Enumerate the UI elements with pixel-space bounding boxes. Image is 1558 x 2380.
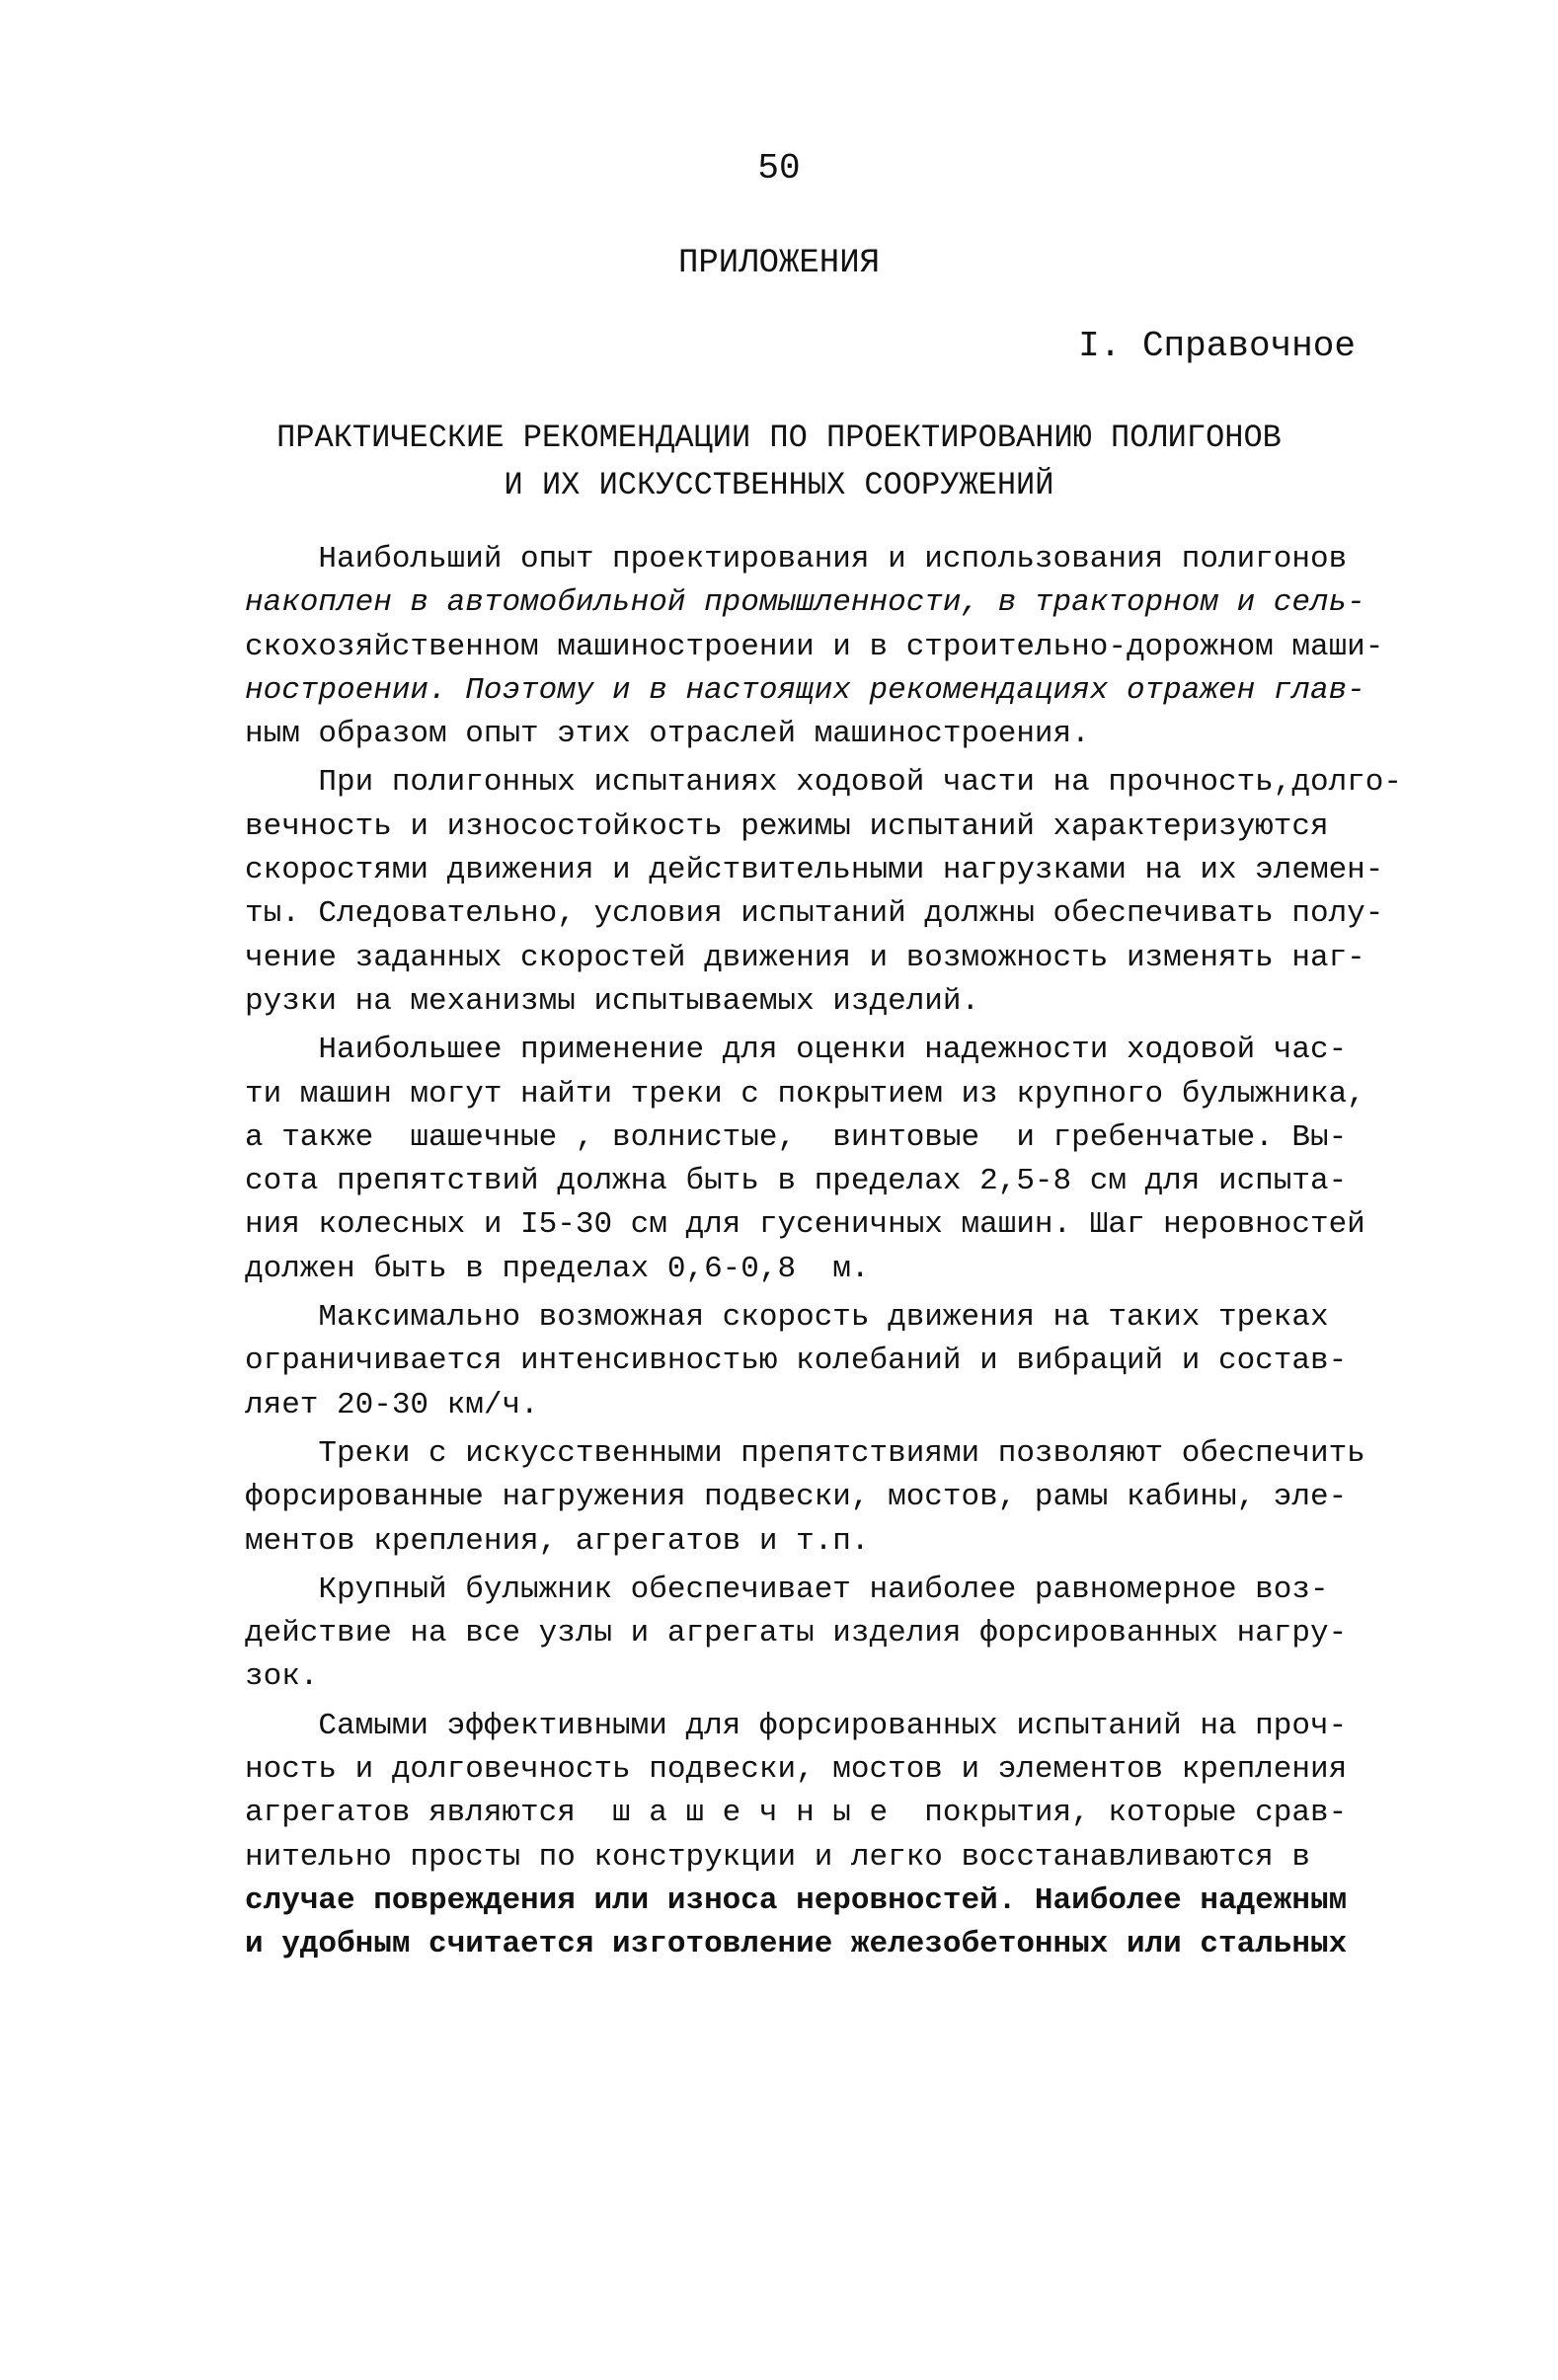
- text-line: Максимально возможная скорость движения на таких треках: [245, 1300, 1329, 1336]
- text-line: ментов крепления, агрегатов и т.п.: [245, 1523, 870, 1559]
- paragraph-5: [245, 1432, 1444, 1564]
- text-line: должен быть в пределах 0,6-0,8 м.: [245, 1251, 870, 1286]
- text-line: рузки на механизмы испытываемых изделий.: [245, 983, 980, 1019]
- text-line: форсированные нагружения подвески, мостов, рамы кабины, эле-: [245, 1480, 1348, 1515]
- appendix-heading: ПРИЛОЖЕНИЯ: [677, 245, 881, 282]
- document-title: [0, 415, 1558, 509]
- paragraph-1: [245, 538, 1444, 756]
- text-line: ти машин могут найти треки с покрытием из крупного булыжника,: [245, 1076, 1365, 1112]
- paragraph-3: [245, 1029, 1444, 1291]
- text-line: а также шашечные , волнистые, винтовые и гребенчатые. Вы-: [245, 1119, 1348, 1155]
- title-line-2: И ИХ ИСКУССТВЕННЫХ СООРУЖЕНИЙ: [504, 467, 1054, 503]
- text-line: случае повреждения или износа неровностей. Наиболее надежным: [245, 1882, 1348, 1918]
- text-line: сота препятствий должна быть в пределах 2,5-8 см для испыта-: [245, 1164, 1348, 1199]
- text-line: Наибольший опыт проектирования и использования полигонов: [245, 542, 1348, 576]
- text-line: скоростями движения и действительными нагрузками на их элемен-: [245, 853, 1384, 888]
- text-line: ограничивается интенсивностью колебаний и вибраций и состав-: [245, 1344, 1348, 1379]
- text-line: вечность и износостойкость режимы испытаний характеризуются: [245, 808, 1329, 844]
- text-line: Самыми эффективными для форсированных испытаний на проч-: [245, 1708, 1348, 1743]
- text-line: ния колесных и I5-30 см для гусеничных машин. Шаг неровностей: [245, 1207, 1365, 1243]
- text-line: При полигонных испытаниях ходовой части на прочность,долго-: [245, 765, 1402, 801]
- body-text: [245, 538, 1444, 1967]
- paragraph-7: [245, 1705, 1444, 1967]
- text-line: скохозяйственном машиностроении и в строительно-дорожном маши-: [245, 629, 1384, 664]
- text-line: ностроении. Поэтому и в настоящих рекомендациях отражен глав-: [245, 672, 1365, 708]
- paragraph-6: [245, 1569, 1444, 1700]
- text-line: Треки с искусственными препятствиями позволяют обеспечить: [245, 1435, 1365, 1471]
- text-line: ность и долговечность подвески, мостов и элементов крепления: [245, 1752, 1348, 1788]
- text-line: агрегатов являются ш а ш е ч н ы е покрытия, которые срав-: [245, 1796, 1348, 1831]
- text-line: и удобным считается изготовление железобетонных или стальных: [245, 1927, 1348, 1962]
- paragraph-4: [245, 1296, 1444, 1427]
- paragraph-2: [245, 761, 1444, 1024]
- text-line: накоплен в автомобильной промышленности, в тракторном и сель-: [245, 585, 1365, 621]
- text-line: ляет 20-30 км/ч.: [245, 1387, 539, 1422]
- text-line: зок.: [245, 1659, 319, 1695]
- text-line: нительно просты по конструкции и легко восстанавливаются в: [245, 1839, 1310, 1875]
- text-line: ным образом опыт этих отраслей машиностроения.: [245, 717, 1090, 752]
- page-number: 50: [757, 148, 801, 189]
- title-line-1: ПРАКТИЧЕСКИЕ РЕКОМЕНДАЦИИ ПО ПРОЕКТИРОВАНИЮ ПОЛИГОНОВ: [276, 420, 1282, 456]
- text-line: действие на все узлы и агрегаты изделия форсированных нагру-: [245, 1616, 1348, 1651]
- text-line: чение заданных скоростей движения и возможность изменять наг-: [245, 940, 1365, 975]
- text-line: Крупный булыжник обеспечивает наиболее равномерное воз-: [245, 1572, 1329, 1607]
- text-line: Наибольшее применение для оценки надежности ходовой час-: [245, 1033, 1348, 1068]
- text-line: ты. Следовательно, условия испытаний должны обеспечивать полу-: [245, 896, 1384, 932]
- appendix-label: I. Справочное: [1078, 326, 1356, 366]
